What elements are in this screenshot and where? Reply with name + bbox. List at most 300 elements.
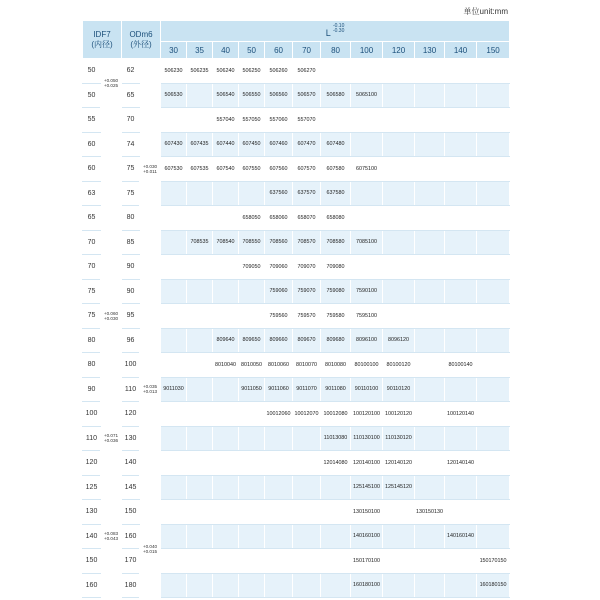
id-tolerance-empty: [101, 549, 122, 574]
part-number-cell: [445, 426, 477, 451]
part-number-cell: 607470: [293, 132, 321, 157]
part-number-cell: [161, 549, 187, 574]
part-number-cell: 607570: [293, 157, 321, 182]
part-number-cell: 7595100: [351, 304, 383, 329]
table-row: [83, 230, 510, 255]
outer-diameter-cell: 80: [122, 206, 140, 231]
part-number-cell: [161, 328, 187, 353]
part-number-cell: 506550: [239, 83, 265, 108]
part-number-cell: 759080: [321, 279, 351, 304]
part-number-cell: [293, 451, 321, 476]
part-number-cell: 10012070: [293, 402, 321, 427]
part-number-cell: [351, 255, 383, 280]
part-number-cell: [477, 132, 510, 157]
part-number-cell: [161, 230, 187, 255]
part-number-cell: [477, 328, 510, 353]
inner-diameter-cell: 120: [83, 451, 101, 476]
outer-diameter-cell: 130: [122, 426, 140, 451]
part-number-cell: 120140100: [351, 451, 383, 476]
part-number-cell: [213, 402, 239, 427]
unit-label: 单位unit:mm: [463, 7, 508, 16]
part-number-cell: [293, 549, 321, 574]
length-tolerance: [333, 24, 344, 34]
part-number-cell: 7085100: [351, 230, 383, 255]
part-number-cell: 809680: [321, 328, 351, 353]
part-number-cell: 506250: [239, 59, 265, 84]
part-number-cell: [477, 206, 510, 231]
od-tolerance: [140, 500, 161, 598]
part-number-cell: [477, 108, 510, 133]
part-number-cell: [445, 108, 477, 133]
part-number-cell: [161, 426, 187, 451]
part-number-cell: 607560: [265, 157, 293, 182]
part-number-cell: [477, 59, 510, 84]
inner-diameter-cell: 90: [83, 377, 101, 402]
inner-diameter-cell: 70: [83, 230, 101, 255]
outer-diameter-cell: 95: [122, 304, 140, 329]
part-number-cell: [445, 181, 477, 206]
part-number-cell: [321, 549, 351, 574]
part-number-cell: [187, 328, 213, 353]
idf7-sublabel: (内径): [91, 39, 113, 49]
part-number-cell: 150170150: [477, 549, 510, 574]
part-number-cell: 607480: [321, 132, 351, 157]
part-number-cell: 759070: [293, 279, 321, 304]
inner-diameter-cell: 75: [83, 304, 101, 329]
part-number-cell: [239, 402, 265, 427]
outer-diameter-cell: 62: [122, 59, 140, 84]
part-number-cell: [321, 108, 351, 133]
id-tol-upper: +0.071: [103, 433, 119, 439]
part-number-cell: 7590100: [351, 279, 383, 304]
part-number-cell: [213, 549, 239, 574]
part-number-cell: 637580: [321, 181, 351, 206]
part-number-cell: 8096120: [383, 328, 415, 353]
id-tolerance-empty: [101, 108, 122, 133]
part-number-cell: 506530: [161, 83, 187, 108]
part-number-cell: [383, 108, 415, 133]
part-number-cell: [351, 181, 383, 206]
part-number-cell: [293, 475, 321, 500]
part-number-cell: 8010070: [293, 353, 321, 378]
part-number-cell: 100120100: [351, 402, 383, 427]
part-number-cell: 607435: [187, 132, 213, 157]
od-tol-upper: +0.035: [142, 384, 158, 390]
idf7-header: [83, 21, 122, 59]
length-col-header: 40: [213, 42, 239, 59]
table-row: [83, 59, 510, 84]
part-number-cell: [265, 549, 293, 574]
part-number-cell: [239, 279, 265, 304]
id-tolerance-empty: [101, 573, 122, 598]
part-number-cell: [383, 500, 415, 525]
od-tol-lower: +0.011: [143, 168, 157, 174]
length-tol-upper: -0.10: [332, 23, 345, 29]
length-col-header: 100: [351, 42, 383, 59]
part-number-cell: 809640: [213, 328, 239, 353]
table-row: [83, 83, 510, 108]
part-number-cell: [445, 230, 477, 255]
part-number-cell: [321, 573, 351, 598]
part-number-cell: 809660: [265, 328, 293, 353]
part-number-cell: [415, 549, 445, 574]
length-col-header: 50: [239, 42, 265, 59]
part-number-cell: [187, 108, 213, 133]
length-col-header: 120: [383, 42, 415, 59]
part-number-cell: 80100100: [351, 353, 383, 378]
inner-diameter-cell: 100: [83, 402, 101, 427]
part-number-cell: [265, 426, 293, 451]
id-tolerance-empty: [101, 132, 122, 157]
part-number-cell: 708550: [239, 230, 265, 255]
id-tol-upper: +0.060: [103, 310, 119, 316]
part-number-cell: [477, 475, 510, 500]
outer-diameter-cell: 180: [122, 573, 140, 598]
part-number-cell: [239, 475, 265, 500]
od-tolerance-empty: [140, 108, 161, 133]
part-number-cell: [445, 304, 477, 329]
id-tolerance: [101, 230, 122, 402]
part-number-cell: [445, 549, 477, 574]
id-tolerance-empty: [101, 500, 122, 525]
inner-diameter-cell: 125: [83, 475, 101, 500]
part-number-cell: [213, 206, 239, 231]
part-number-cell: [415, 108, 445, 133]
part-number-cell: [415, 279, 445, 304]
part-number-cell: [161, 475, 187, 500]
part-number-cell: [293, 524, 321, 549]
table-row: [83, 304, 510, 329]
part-number-cell: [477, 255, 510, 280]
part-number-cell: [187, 83, 213, 108]
part-number-cell: [239, 500, 265, 525]
part-number-cell: 110130100: [351, 426, 383, 451]
part-number-cell: 637570: [293, 181, 321, 206]
part-number-cell: 120140120: [383, 451, 415, 476]
outer-diameter-cell: 140: [122, 451, 140, 476]
part-number-cell: [383, 304, 415, 329]
part-number-cell: 8010080: [321, 353, 351, 378]
inner-diameter-cell: 140: [83, 524, 101, 549]
part-number-cell: 125145100: [351, 475, 383, 500]
inner-diameter-cell: 70: [83, 255, 101, 280]
part-number-cell: [383, 206, 415, 231]
part-number-cell: 658060: [265, 206, 293, 231]
part-number-cell: [265, 573, 293, 598]
part-number-cell: [415, 426, 445, 451]
part-number-cell: [445, 573, 477, 598]
part-number-cell: [293, 500, 321, 525]
part-number-cell: [321, 500, 351, 525]
length-col-header: 150: [477, 42, 510, 59]
part-number-cell: 709070: [293, 255, 321, 280]
part-number-cell: 506580: [321, 83, 351, 108]
outer-diameter-cell: 74: [122, 132, 140, 157]
inner-diameter-cell: 55: [83, 108, 101, 133]
part-number-cell: [477, 83, 510, 108]
part-number-cell: 557060: [265, 108, 293, 133]
part-number-cell: 607450: [239, 132, 265, 157]
od-tolerance-empty: [140, 83, 161, 108]
part-number-cell: [239, 549, 265, 574]
part-number-cell: [383, 255, 415, 280]
part-number-cell: [415, 255, 445, 280]
part-number-cell: 9011050: [239, 377, 265, 402]
inner-diameter-cell: 80: [83, 328, 101, 353]
part-number-cell: [351, 59, 383, 84]
part-number-cell: 506540: [213, 83, 239, 108]
id-tol-lower: +0.025: [103, 83, 119, 88]
part-number-cell: [415, 328, 445, 353]
part-number-cell: [415, 573, 445, 598]
table-row: [83, 279, 510, 304]
outer-diameter-cell: 150: [122, 500, 140, 525]
length-col-header: 130: [415, 42, 445, 59]
part-number-cell: [445, 475, 477, 500]
part-number-cell: 708580: [321, 230, 351, 255]
part-number-cell: [213, 255, 239, 280]
part-number-cell: [187, 524, 213, 549]
part-number-cell: 709080: [321, 255, 351, 280]
part-number-cell: [161, 206, 187, 231]
part-number-cell: 9011060: [265, 377, 293, 402]
outer-diameter-cell: 70: [122, 108, 140, 133]
part-number-cell: 759560: [265, 304, 293, 329]
part-number-cell: [187, 426, 213, 451]
outer-diameter-cell: 90: [122, 255, 140, 280]
id-tol-lower: +0.043: [103, 536, 119, 542]
outer-diameter-cell: 110: [122, 377, 140, 402]
inner-diameter-cell: 50: [83, 59, 101, 84]
part-number-cell: [415, 475, 445, 500]
odm6-header: [122, 21, 161, 59]
part-number-cell: 607460: [265, 132, 293, 157]
spec-table-container: [82, 20, 509, 598]
inner-diameter-cell: 130: [83, 500, 101, 525]
part-number-cell: [445, 377, 477, 402]
part-number-cell: [213, 475, 239, 500]
part-number-cell: [445, 59, 477, 84]
od-tolerance-empty: [140, 230, 161, 255]
part-number-cell: [477, 230, 510, 255]
part-number-cell: 506235: [187, 59, 213, 84]
part-number-cell: 607540: [213, 157, 239, 182]
table-row: [83, 206, 510, 231]
part-number-cell: [187, 475, 213, 500]
od-tolerance-empty: [140, 279, 161, 304]
part-number-cell: [187, 353, 213, 378]
outer-diameter-cell: 96: [122, 328, 140, 353]
part-number-cell: 8010040: [213, 353, 239, 378]
part-number-cell: [213, 524, 239, 549]
part-number-cell: 100120140: [445, 402, 477, 427]
part-number-cell: [265, 475, 293, 500]
part-number-cell: 100120120: [383, 402, 415, 427]
part-number-cell: [415, 230, 445, 255]
part-number-cell: [445, 157, 477, 182]
part-number-cell: 809650: [239, 328, 265, 353]
part-number-cell: [415, 304, 445, 329]
part-number-cell: 12014080: [321, 451, 351, 476]
part-number-cell: [415, 181, 445, 206]
outer-diameter-cell: 145: [122, 475, 140, 500]
part-number-cell: [239, 524, 265, 549]
inner-diameter-cell: 75: [83, 279, 101, 304]
id-tolerance-empty: [101, 181, 122, 206]
part-number-cell: 9011070: [293, 377, 321, 402]
part-number-cell: 8096100: [351, 328, 383, 353]
part-number-cell: 80100120: [383, 353, 415, 378]
od-tolerance: [140, 304, 161, 476]
inner-diameter-cell: 150: [83, 549, 101, 574]
part-number-cell: 759060: [265, 279, 293, 304]
part-number-cell: [477, 181, 510, 206]
part-number-cell: [445, 132, 477, 157]
part-number-cell: 658070: [293, 206, 321, 231]
inner-diameter-cell: 110: [83, 426, 101, 451]
part-number-cell: 708560: [265, 230, 293, 255]
part-number-cell: [383, 83, 415, 108]
part-number-cell: 658080: [321, 206, 351, 231]
spec-table-body: [83, 59, 510, 598]
part-number-cell: [415, 353, 445, 378]
part-number-cell: [415, 206, 445, 231]
part-number-cell: [383, 230, 415, 255]
part-number-cell: [187, 181, 213, 206]
part-number-cell: [383, 132, 415, 157]
part-number-cell: [477, 353, 510, 378]
part-number-cell: 130150130: [415, 500, 445, 525]
part-number-cell: 140160140: [445, 524, 477, 549]
part-number-cell: [187, 549, 213, 574]
id-tolerance-empty: [101, 475, 122, 500]
part-number-cell: 6075100: [351, 157, 383, 182]
part-number-cell: 506560: [265, 83, 293, 108]
outer-diameter-cell: 170: [122, 549, 140, 574]
part-number-cell: [239, 304, 265, 329]
length-col-header: 140: [445, 42, 477, 59]
part-number-cell: 8010060: [265, 353, 293, 378]
part-number-cell: [477, 451, 510, 476]
part-number-cell: [161, 181, 187, 206]
part-number-cell: 80100140: [445, 353, 477, 378]
part-number-cell: 709050: [239, 255, 265, 280]
length-col-header: 80: [321, 42, 351, 59]
part-number-cell: [383, 573, 415, 598]
part-number-cell: [293, 573, 321, 598]
part-number-cell: [415, 402, 445, 427]
part-number-cell: [187, 206, 213, 231]
part-number-cell: [477, 377, 510, 402]
part-number-cell: [161, 108, 187, 133]
od-tol-upper: +0.030: [142, 163, 158, 169]
part-number-cell: 125145120: [383, 475, 415, 500]
part-number-cell: [445, 255, 477, 280]
part-number-cell: [187, 377, 213, 402]
part-number-cell: 607550: [239, 157, 265, 182]
outer-diameter-cell: 100: [122, 353, 140, 378]
table-row: [83, 475, 510, 500]
part-number-cell: 90110120: [383, 377, 415, 402]
part-number-cell: [213, 500, 239, 525]
outer-diameter-cell: 75: [122, 181, 140, 206]
length-col-header: 70: [293, 42, 321, 59]
part-number-cell: [415, 132, 445, 157]
inner-diameter-cell: 65: [83, 206, 101, 231]
inner-diameter-cell: 60: [83, 132, 101, 157]
part-number-cell: [383, 59, 415, 84]
part-number-cell: [161, 279, 187, 304]
part-number-cell: 160180150: [477, 573, 510, 598]
part-number-cell: 506270: [293, 59, 321, 84]
part-number-cell: 607580: [321, 157, 351, 182]
od-tolerance-empty: [140, 255, 161, 280]
part-number-cell: [477, 500, 510, 525]
part-number-cell: 607440: [213, 132, 239, 157]
part-number-cell: [477, 402, 510, 427]
part-number-cell: [213, 426, 239, 451]
part-number-cell: [383, 279, 415, 304]
part-number-cell: [265, 500, 293, 525]
part-number-cell: [477, 279, 510, 304]
part-number-cell: [187, 255, 213, 280]
part-number-cell: 90110100: [351, 377, 383, 402]
part-number-cell: [187, 304, 213, 329]
part-number-cell: 709060: [265, 255, 293, 280]
part-number-cell: [239, 426, 265, 451]
table-row: [83, 255, 510, 280]
part-number-cell: [161, 304, 187, 329]
id-tol-lower: +0.036: [103, 438, 119, 444]
inner-diameter-cell: 160: [83, 573, 101, 598]
table-row: [83, 500, 510, 525]
part-number-cell: [213, 573, 239, 598]
part-number-cell: [415, 377, 445, 402]
part-number-cell: 637560: [265, 181, 293, 206]
part-number-cell: 110130120: [383, 426, 415, 451]
length-header: [161, 21, 510, 42]
part-number-cell: [213, 181, 239, 206]
id-tolerance-empty: [101, 157, 122, 182]
part-number-cell: 120140140: [445, 451, 477, 476]
id-tolerance-empty: [101, 206, 122, 231]
part-number-cell: [213, 279, 239, 304]
part-number-cell: [213, 451, 239, 476]
outer-diameter-cell: 75: [122, 157, 140, 182]
table-row: [83, 108, 510, 133]
part-number-cell: [187, 451, 213, 476]
inner-diameter-cell: 60: [83, 157, 101, 182]
part-number-cell: 809670: [293, 328, 321, 353]
part-number-cell: 708570: [293, 230, 321, 255]
odm6-sublabel: (外径): [130, 39, 152, 49]
outer-diameter-cell: 160: [122, 524, 140, 549]
part-number-cell: [445, 500, 477, 525]
part-number-cell: [477, 426, 510, 451]
part-number-cell: 557040: [213, 108, 239, 133]
part-number-cell: [477, 157, 510, 182]
outer-diameter-cell: 90: [122, 279, 140, 304]
part-number-cell: [161, 500, 187, 525]
part-number-cell: 506240: [213, 59, 239, 84]
part-number-cell: [161, 353, 187, 378]
part-number-cell: [383, 181, 415, 206]
part-number-cell: 160180100: [351, 573, 383, 598]
part-number-cell: [477, 304, 510, 329]
part-number-cell: [415, 157, 445, 182]
part-number-cell: [321, 59, 351, 84]
part-number-cell: 658050: [239, 206, 265, 231]
